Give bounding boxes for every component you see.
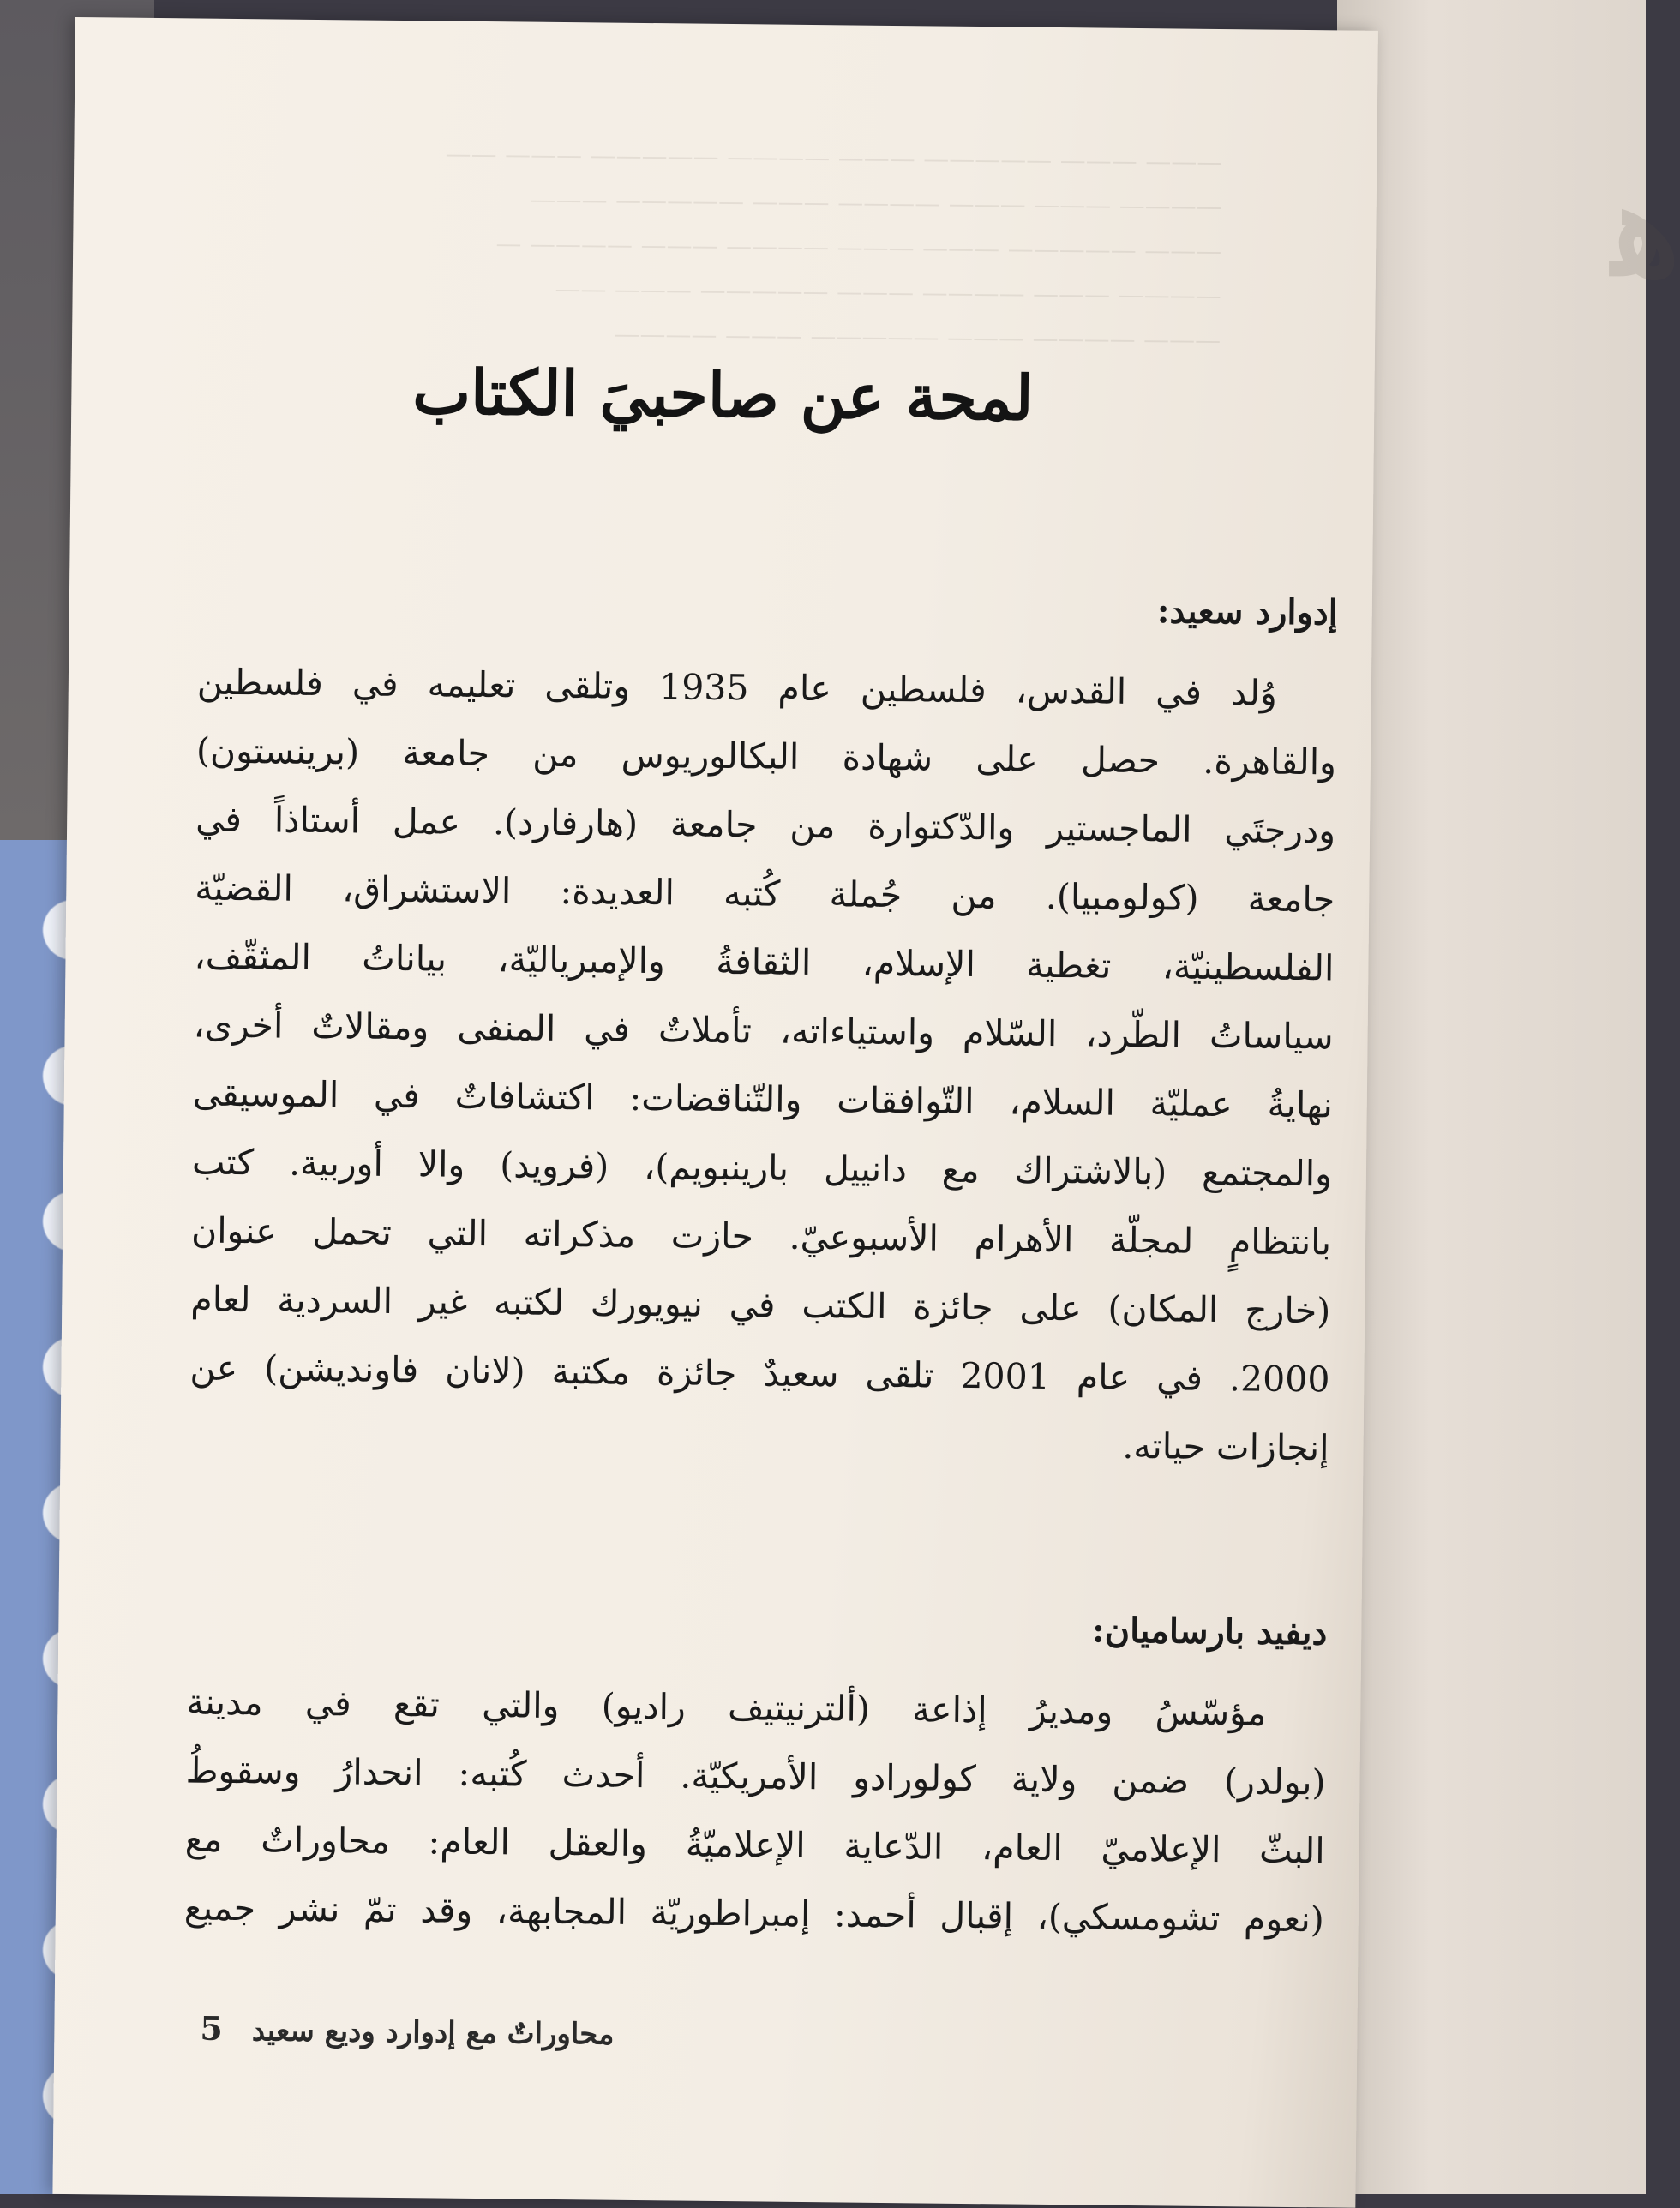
text-line: 2000. في عام 2001 تلقى سعيدٌ جائزة مكتبة (لانان فاونديشن) عن [189,1347,1330,1401]
text-line: البثّ الإعلاميّ العام، الدّعاية الإعلاميّةُ والعقل العام: محاوراتٌ مع [184,1818,1325,1872]
page-number: 5 [200,2008,224,2048]
show-through-text: ——— ——— ————— ——— ———— ————— ——— —— ———— ——— ——— ———— ——— ————— ——— ——— ————— ——— ——— ———— ——— ———— — ———— ——— ———— ——— ————— ——— —— ——— ———— ——— ————— ——— ———— [445,139,1223,357]
author-bio-section [183,1587,1327,1953]
text-line: وُلد في القدس، فلسطين عام 1935 وتلقى تعليمه في فلسطين [196,661,1278,714]
author-bio-section [189,567,1338,1483]
text-line: ودرجتَي الماجستير والدّكتوارة من جامعة (هارفارد). عمل أستاذاً في [195,798,1336,852]
facing-page-bleed-mark: ﻫ [1611,154,1680,305]
text-line: (نعوم تشومسكي)، إقبال أحمد: إمبراطوريّة المجابهة، وقد تمّ نشر جميع [183,1887,1325,1941]
section-heading: إدوارد سعيد: [1156,591,1339,633]
book-page [52,17,1378,2208]
text-line: الفلسطينيّة، تغطية الإسلام، الثقافةُ والإمبرياليّة، بياناتُ المثقّف، [194,935,1335,989]
text-line: نهايةُ عمليّة السلام، التّوافقات والتّناقضات: اكتشافاتٌ في الموسيقى [192,1072,1334,1126]
text-line: (خارج المكان) على جائزة الكتب في نيويورك لكتبه غير السردية لعام [190,1278,1331,1332]
section-heading: ديفيد بارساميان: [1091,1610,1328,1653]
text-line: والمجتمع (بالاشتراك مع دانييل بارينبويم)، (فرويد) والا أوربية. كتب [191,1141,1333,1195]
text-line: جامعة (كولومبيا). من جُملة كُتبه العديدة: الاستشراق، القضيّة [195,867,1335,921]
text-line: (بولدر) ضمن ولاية كولورادو الأمريكيّة. أحدث كُتبه: انحدارُ وسقوطُ [185,1749,1326,1803]
text-line: والقاهرة. حصل على شهادة البكالوريوس من جامعة (برينستون) [195,729,1337,783]
text-line: إنجازات حياته. [1122,1425,1329,1469]
running-title: محاوراتٌ مع إدوارد وديع سعيد [251,2013,615,2052]
page-title: لمحة عن صاحبيَ الكتاب [411,355,1034,435]
facing-page [1337,0,1680,2194]
text-line: بانتظامٍ لمجلّة الأهرام الأسبوعيّ. حازت مذكراته التي تحمل عنوان [190,1209,1332,1263]
page-footer [200,2009,614,2052]
text-line: سياساتُ الطّرد، السّلام واستياءاته، تأملاتٌ في المنفى ومقالاتٌ أخرى، [193,1004,1334,1058]
text-line: مؤسّسُ ومديرُ إذاعة (ألترنيتيف راديو) والتي تقع في مدينة [186,1681,1267,1734]
